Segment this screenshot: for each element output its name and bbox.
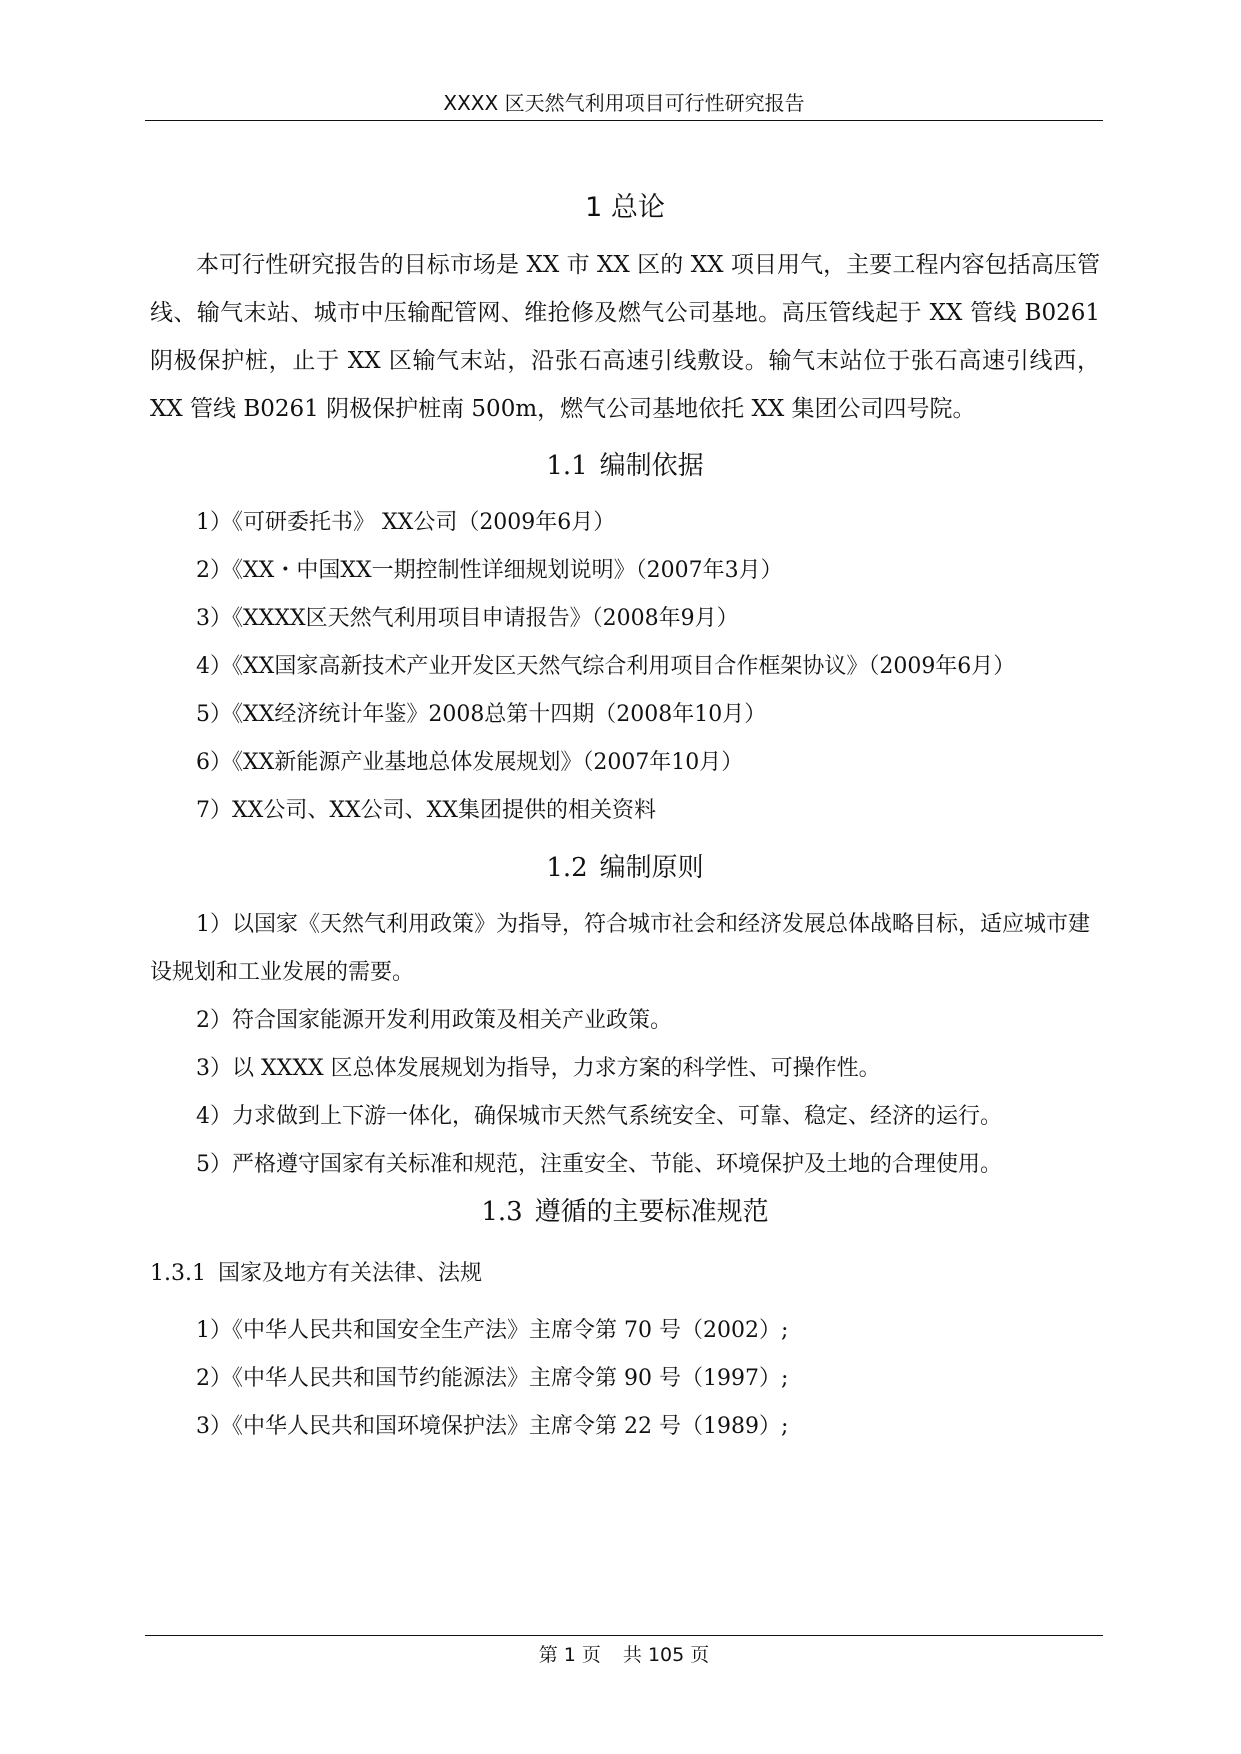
subsection-number: 1.3.1 bbox=[150, 1261, 206, 1286]
page-header: XXXX 区天然气利用项目可行性研究报告 bbox=[443, 91, 805, 115]
section-title-1-2 bbox=[150, 845, 1100, 891]
page-footer bbox=[145, 1641, 1103, 1669]
law-item-3: 3）《中华人民共和国环境保护法》主席令第 22 号（1989）; bbox=[196, 1414, 789, 1439]
basis-item-3: 3）《XXXX区天然气利用项目申请报告》（2008年9月） bbox=[196, 606, 739, 631]
section-title-text: 编制依据 bbox=[599, 451, 704, 481]
footer-rule bbox=[145, 1635, 1103, 1636]
basis-item-4: 4）《XX国家高新技术产业开发区天然气综合利用项目合作框架协议》（2009年6月） bbox=[196, 654, 1016, 679]
chapter-number: 1 bbox=[585, 192, 603, 223]
page-total: 共 105 页 bbox=[622, 1644, 710, 1666]
section-title-text: 遵循的主要标准规范 bbox=[534, 1197, 769, 1227]
basis-item-7: 7）XX公司、XX公司、XX集团提供的相关资料 bbox=[196, 798, 656, 823]
chapter-title-text: 总论 bbox=[610, 192, 665, 223]
subsection-title-text: 国家及地方有关法律、法规 bbox=[217, 1261, 482, 1286]
basis-item-6: 6）《XX新能源产业基地总体发展规划》（2007年10月） bbox=[196, 750, 744, 775]
header-rule bbox=[145, 120, 1103, 121]
chapter-intro-paragraph: 本可行性研究报告的目标市场是 XX 市 XX 区的 XX 项目用气，主要工程内容包括高压管线、输气末站、城市中压输配管网、维抢修及燃气公司基地。高压管线起于 XX 管线 B0261 阴极保护桩，止于 XX 区输气末站，沿张石高速引线敷设。输气末站位于张石高速引线西，XX 管线 B0261 阴极保护桩南 500m，燃气公司基地依托 XX 集团公司四号院。 bbox=[150, 252, 1100, 422]
principle-item-5: 5）严格遵守国家有关标准和规范，注重安全、节能、环境保护及土地的合理使用。 bbox=[196, 1152, 1002, 1177]
law-item-2: 2）《中华人民共和国节约能源法》主席令第 90 号（1997）; bbox=[196, 1366, 789, 1391]
principle-item-4: 4）力求做到上下游一体化，确保城市天然气系统安全、可靠、稳定、经济的运行。 bbox=[196, 1104, 1002, 1129]
section-number: 1.2 bbox=[546, 853, 588, 883]
basis-item-1: 1）《可研委托书》 XX公司（2009年6月） bbox=[196, 510, 616, 535]
section-title-1-1 bbox=[150, 443, 1100, 489]
chapter-title bbox=[150, 185, 1100, 231]
section-number: 1.1 bbox=[546, 451, 588, 481]
principle-item-2: 2）符合国家能源开发利用政策及相关产业政策。 bbox=[196, 1008, 672, 1033]
page-content bbox=[150, 185, 1100, 1451]
basis-item-2: 2）《XX・中国XX一期控制性详细规划说明》（2007年3月） bbox=[196, 558, 783, 583]
section-number: 1.3 bbox=[481, 1197, 523, 1227]
section-title-text: 编制原则 bbox=[599, 853, 704, 883]
law-item-1: 1）《中华人民共和国安全生产法》主席令第 70 号（2002）; bbox=[196, 1318, 789, 1343]
principle-item-1: 1）以国家《天然气利用政策》为指导，符合城市社会和经济发展总体战略目标，适应城市建设规划和工业发展的需要。 bbox=[150, 912, 1091, 985]
basis-item-5: 5）《XX经济统计年鉴》2008总第十四期（2008年10月） bbox=[196, 702, 767, 727]
principle-item-3: 3）以 XXXX 区总体发展规划为指导，力求方案的科学性、可操作性。 bbox=[196, 1056, 881, 1081]
subsection-title-1-3-1 bbox=[150, 1251, 1100, 1297]
page-number: 第 1 页 bbox=[538, 1644, 601, 1666]
section-title-1-3 bbox=[150, 1189, 1100, 1235]
